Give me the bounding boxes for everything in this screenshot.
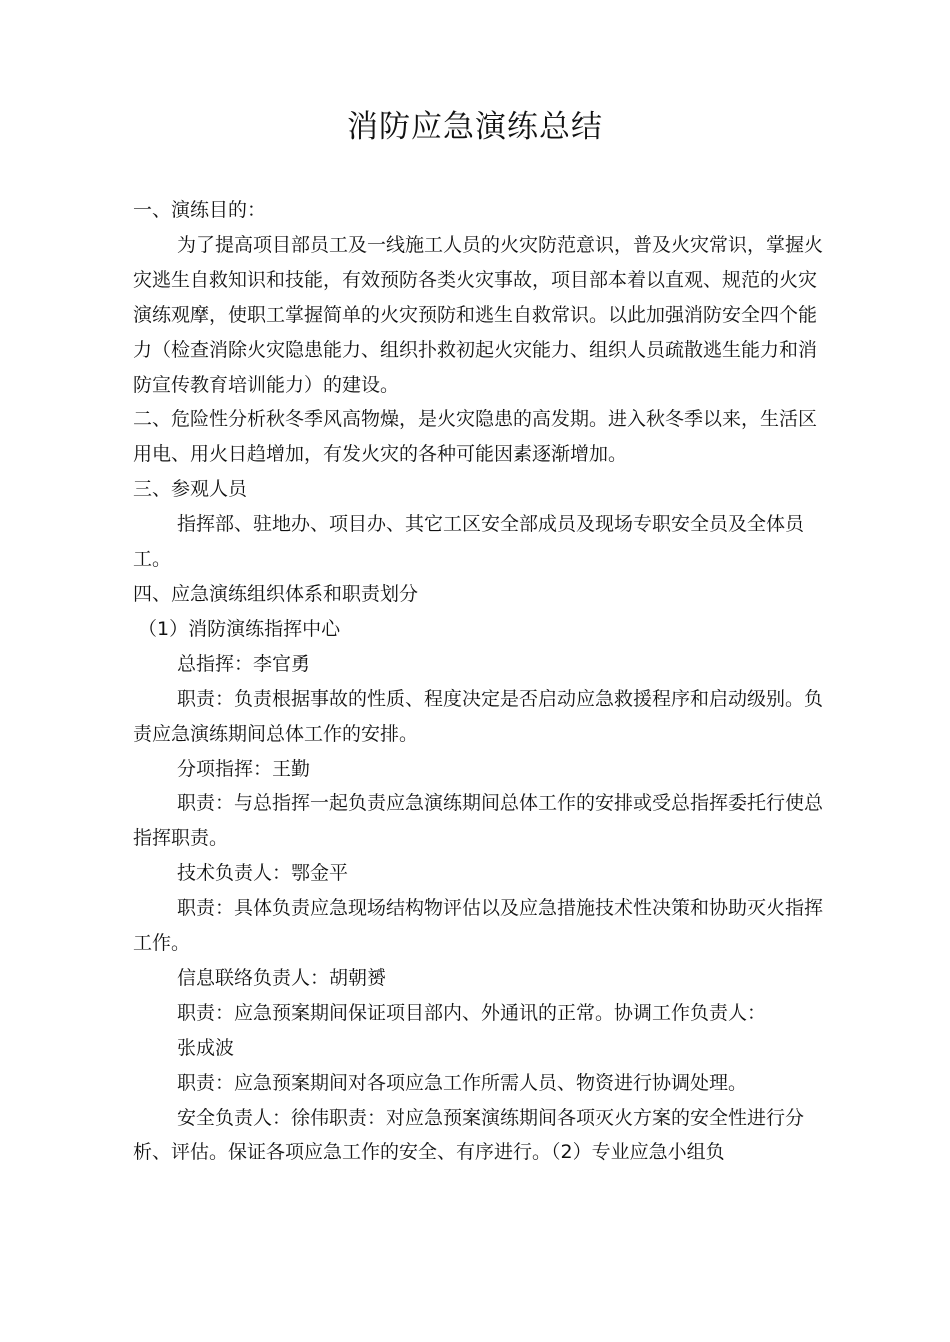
document-body — [133, 193, 823, 1170]
role-communications-lead: 信息联络负责人：胡朝赟 — [177, 966, 387, 989]
paragraph-participants: 指挥部、驻地办、项目办、其它工区安全部成员及现场专职安全员及全体员工。 — [133, 513, 805, 571]
role-technical-lead: 技术负责人：鄂金平 — [177, 862, 349, 885]
section-heading-participants: 三、参观人员 — [133, 478, 248, 501]
paragraph-purpose: 为了提高项目部员工及一线施工人员的火灾防范意识，普及火灾常识，掌握火灾逃生自救知识和技能，有效预防各类火灾事故，项目部本着以直观、规范的火灾演练观摩，使职工掌握简单的火灾预防和逃生自救常识。以此加强消防安全四个能力（检查消除火灾隐患能力、组织扑救初起火灾能力、组织人员疏散逃生能力和消防宣传教育培训能力）的建设。 — [133, 233, 824, 396]
section-heading-purpose: 一、演练目的： — [133, 199, 267, 221]
duty-coordination-lead: 职责：应急预案期间对各项应急工作所需人员、物资进行协调处理。 — [177, 1071, 748, 1094]
section-heading-risk-analysis: 二、危险性分析秋冬季风高物燥，是火灾隐患的高发期。进入秋冬季以来，生活区用电、用火日趋增加，有发火灾的各种可能因素逐渐增加。 — [133, 408, 818, 466]
subsection-command-center: （1）消防演练指挥中心 — [138, 617, 341, 640]
duty-communications-lead: 职责：应急预案期间保证项目部内、外通讯的正常。协调工作负责人： — [177, 1001, 767, 1024]
duty-technical-lead: 职责：具体负责应急现场结构物评估以及应急措施技术性决策和协助灭火指挥工作。 — [133, 897, 824, 955]
document-title: 消防应急演练总结 — [347, 109, 603, 145]
role-commander: 总指挥：李官勇 — [177, 652, 311, 675]
duty-commander: 职责：负责根据事故的性质、程度决定是否启动应急救援程序和启动级别。负责应急演练期间总体工作的安排。 — [133, 687, 824, 745]
role-safety-lead: 安全负责人：徐伟职责：对应急预案演练期间各项灭火方案的安全性进行分析、评估。保证各项应急工作的安全、有序进行。（2）专业应急小组负 — [133, 1106, 805, 1164]
section-heading-organization: 四、应急演练组织体系和职责划分 — [133, 582, 419, 605]
role-deputy-commander: 分项指挥：王勤 — [177, 757, 311, 780]
duty-deputy-commander: 职责：与总指挥一起负责应急演练期间总体工作的安排或受总指挥委托行使总指挥职责。 — [133, 792, 824, 850]
role-coordination-lead: 张成波 — [177, 1036, 235, 1059]
